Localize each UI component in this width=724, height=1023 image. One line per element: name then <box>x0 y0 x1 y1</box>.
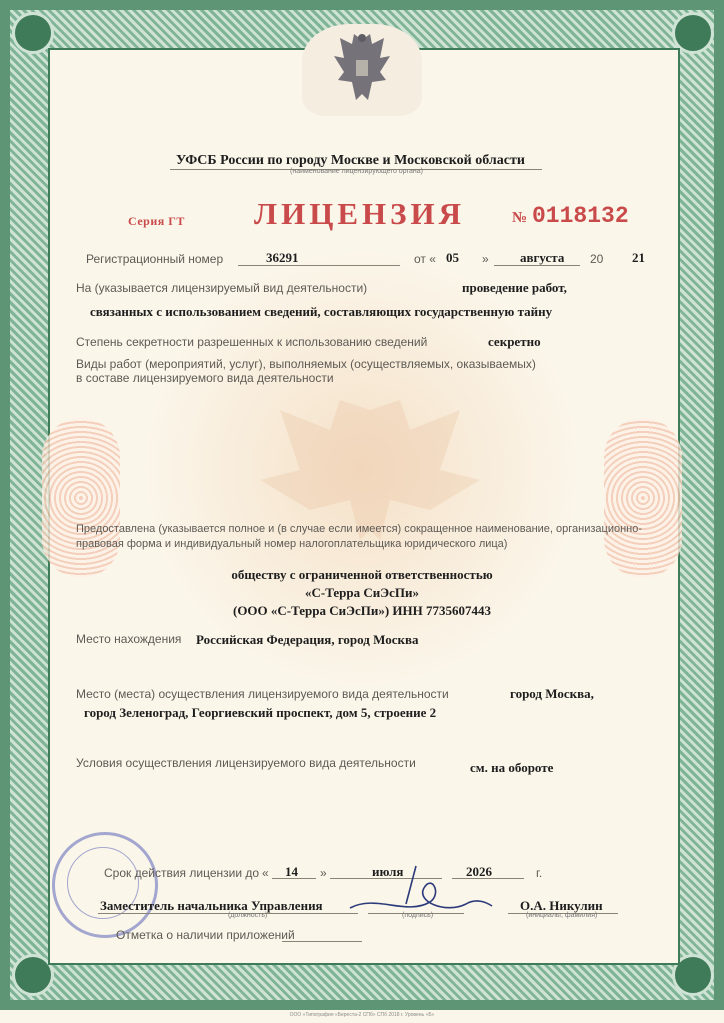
validity-close-quote: » <box>320 866 327 880</box>
validity-day: 14 <box>285 864 298 879</box>
validity-label: Срок действия лицензии до <box>104 866 260 880</box>
validity-year: 2026 <box>466 864 492 879</box>
works-label-line2: в составе лицензируемого вида деятельности <box>76 371 334 385</box>
activity-value-line1: проведение работ, <box>462 280 567 295</box>
attachments-label: Отметка о наличии приложений <box>116 928 295 942</box>
document-title: ЛИЦЕНЗИЯ <box>254 196 465 231</box>
validity-open-quote: « <box>262 866 269 880</box>
series-label: Серия ГТ <box>128 214 185 228</box>
right-rosette-ornament <box>604 418 682 578</box>
org-name-line3: (ООО «С-Терра СиЭсПи») ИНН 7735607443 <box>232 603 492 618</box>
coat-of-arms-icon <box>332 30 392 110</box>
reg-number-value: 36291 <box>266 250 299 265</box>
place-value-line1: город Москва, <box>510 686 594 701</box>
validity-day-underline <box>272 878 316 879</box>
attachments-underline <box>282 941 362 942</box>
reg-month-underline <box>494 265 580 266</box>
reg-month: августа <box>520 250 565 265</box>
activity-value-line2: связанных с использованием сведений, составляющих государственную тайну <box>90 304 553 319</box>
validity-year-suffix: г. <box>536 866 543 880</box>
granted-label-line2: правовая форма и индивидуальный номер налогоплательщика юридического лица) <box>76 538 508 550</box>
org-name-line1: обществу с ограниченной ответственностью <box>231 567 493 582</box>
reg-number-underline <box>238 265 400 266</box>
left-rosette-ornament <box>42 418 120 578</box>
location-value: Российская Федерация, город Москва <box>196 632 419 647</box>
signatory-position: Заместитель начальника Управления <box>100 898 323 913</box>
place-value-line2: город Зеленоград, Георгиевский проспект, дом 5, строение 2 <box>84 705 437 720</box>
name-hint: (инициалы, фамилия) <box>526 912 598 919</box>
issuer-hint: (наименование лицензирующего органа) <box>290 168 423 175</box>
granted-label-line1: Предоставлена (указывается полное и (в случае если имеется) сокращенное наименование, организационно- <box>76 523 643 535</box>
number-sign: № <box>512 210 528 226</box>
reg-number-label: Регистрационный номер <box>86 252 224 266</box>
location-label: Место нахождения <box>76 632 182 646</box>
license-number: 0118132 <box>532 203 629 229</box>
reg-date-prefix: от « <box>414 252 436 266</box>
official-seal <box>52 832 158 938</box>
place-label: Место (места) осуществления лицензируемого вида деятельности <box>76 687 449 701</box>
printer-footer: ООО «Типография «Береста-2 СПб» СПб 2018 г. Уровень «Б» <box>289 1012 435 1018</box>
reg-day: 05 <box>446 250 459 265</box>
reg-year-suffix: 21 <box>632 250 645 265</box>
signatory-name: О.А. Никулин <box>520 898 603 913</box>
conditions-label: Условия осуществления лицензируемого вида деятельности <box>76 756 416 770</box>
signature-hint: (подпись) <box>402 912 434 919</box>
reg-year-prefix: 20 <box>590 252 604 266</box>
position-hint: (должность) <box>228 912 268 919</box>
activity-label: На (указывается лицензируемый вид деятельности) <box>76 281 368 295</box>
secrecy-value: секретно <box>488 334 541 349</box>
secrecy-label: Степень секретности разрешенных к использованию сведений <box>76 335 428 349</box>
validity-month: июля <box>372 864 404 879</box>
issuing-authority: УФСБ России по городу Москве и Московской области <box>176 153 525 168</box>
org-name-line2: «С-Терра СиЭсПи» <box>305 585 419 600</box>
reg-quote-close: » <box>482 252 489 266</box>
conditions-value: см. на обороте <box>470 760 554 775</box>
works-label-line1: Виды работ (мероприятий, услуг), выполняемых (осуществляемых, оказываемых) <box>76 357 536 371</box>
